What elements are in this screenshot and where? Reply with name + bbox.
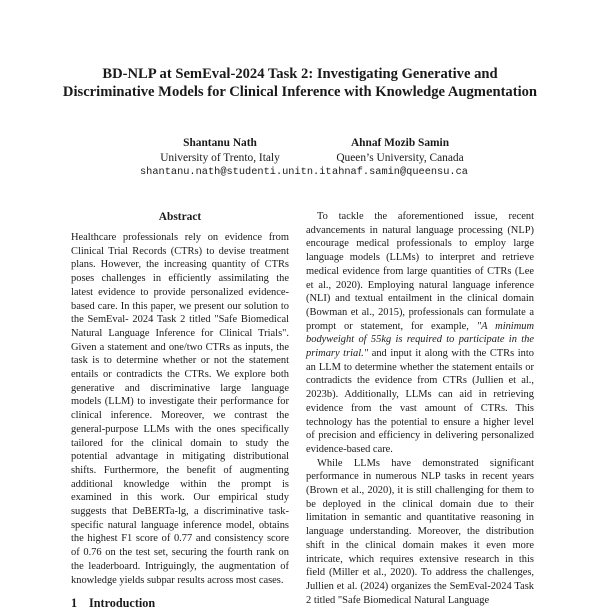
section-number: 1 [71,596,78,611]
intro-text: To tackle the aforementioned issue, recent advancements in natural language processing (NLP) encourage medical professionals to employ large language models (LLMs) to interpret and retrieve medical evidence from large quantities of CTRs (Lee et al., 2020). Employing natural language inference (NLI) and textual entailment in the clinical domain (Bowman et al., 2015), professionals can formulate a prompt or statement, for example, [306,211,534,332]
author-email[interactable]: ahnaf.samin@queensu.ca [332,166,468,179]
author-email[interactable]: shantanu.nath@studenti.unitn.it [140,166,332,179]
author-name: Ahnaf Mozib Samin [350,137,450,149]
section-heading-introduction [71,597,289,611]
section-title: Introduction [89,596,156,611]
intro-paragraph-2: While LLMs have demonstrated significant performance in numerous NLP tasks in recent years (Brown et al., 2020), it is still challenging for them to be deployed in the clinical domain due to their limitation in semantic and quantitative reasoning in language understanding. Moreover, the distribution shift in the clinical domain makes it even more intricate, which requires extensive research in this field (Miller et al., 2020). To address the challenges, Jullien et al. (2024) organizes the SemEval-2024 Task 2 titled "Safe Biomedical Natural Language [306,457,534,606]
intro-text: and input it along with the CTRs into an LLM to determine whether the statement entails or contradicts the evidence from CTRs (Jullien et al., 2023b). Additionally, LLMs can aid in retrieving evidence from the vast amount of CTRs. This technology has the potential to ensure a higher level of precision and efficiency in delivering personalized evidence-based care. [306,348,534,455]
right-column [306,210,534,607]
paper-title: BD-NLP at SemEval-2024 Task 2: Investigating Generative and Discriminative Models for Clinical Inference with Knowledge Augmentation [62,66,538,100]
author-name: Shantanu Nath [183,137,257,149]
intro-paragraph-1 [306,210,534,457]
author-2 [320,136,480,180]
author-affiliation: Queen’s University, Canada [336,151,464,164]
abstract-text: Healthcare professionals rely on evidence from Clinical Trial Records (CTRs) to devise treatment plans. However, the increasing quantity of CTRs poses challenges in efficiently assimilating the latest evidence to provide personalized evidence-based care. In this paper, we present our solution to the SemEval- 2024 Task 2 titled "Safe Biomedical Natural Language Inference for Clinical Trials". Given a statement and one/two CTRs as inputs, the task is to determine whether or not the statement entails or contradicts the CTRs. We explore both generative and discriminative large language models (LLM) to investigate their performance for clinical inference. Moreover, we contrast the general-purpose LLMs with the ones specifically tailored for the clinical domain to study the potential advantage in mitigating distributional shifts. Furthermore, the benefit of augmenting additional knowledge within the prompt is examined in this work. Our empirical study suggests that DeBERTa-lg, a discriminative task-specific natural language inference model, obtains the highest F1 score of 0.77 and consistency score of 0.76 on the test set, securing the fourth rank on the leaderboard. Intriguingly, the augmentation of knowledge yields subpar results across most cases. [71,232,289,586]
left-column [71,210,289,611]
abstract-heading: Abstract [158,211,202,223]
author-1 [140,136,332,180]
author-affiliation: University of Trento, Italy [160,151,280,164]
example-statement: "A minimum bodyweight of 55kg is required to participate in the primary trial." [306,320,535,360]
